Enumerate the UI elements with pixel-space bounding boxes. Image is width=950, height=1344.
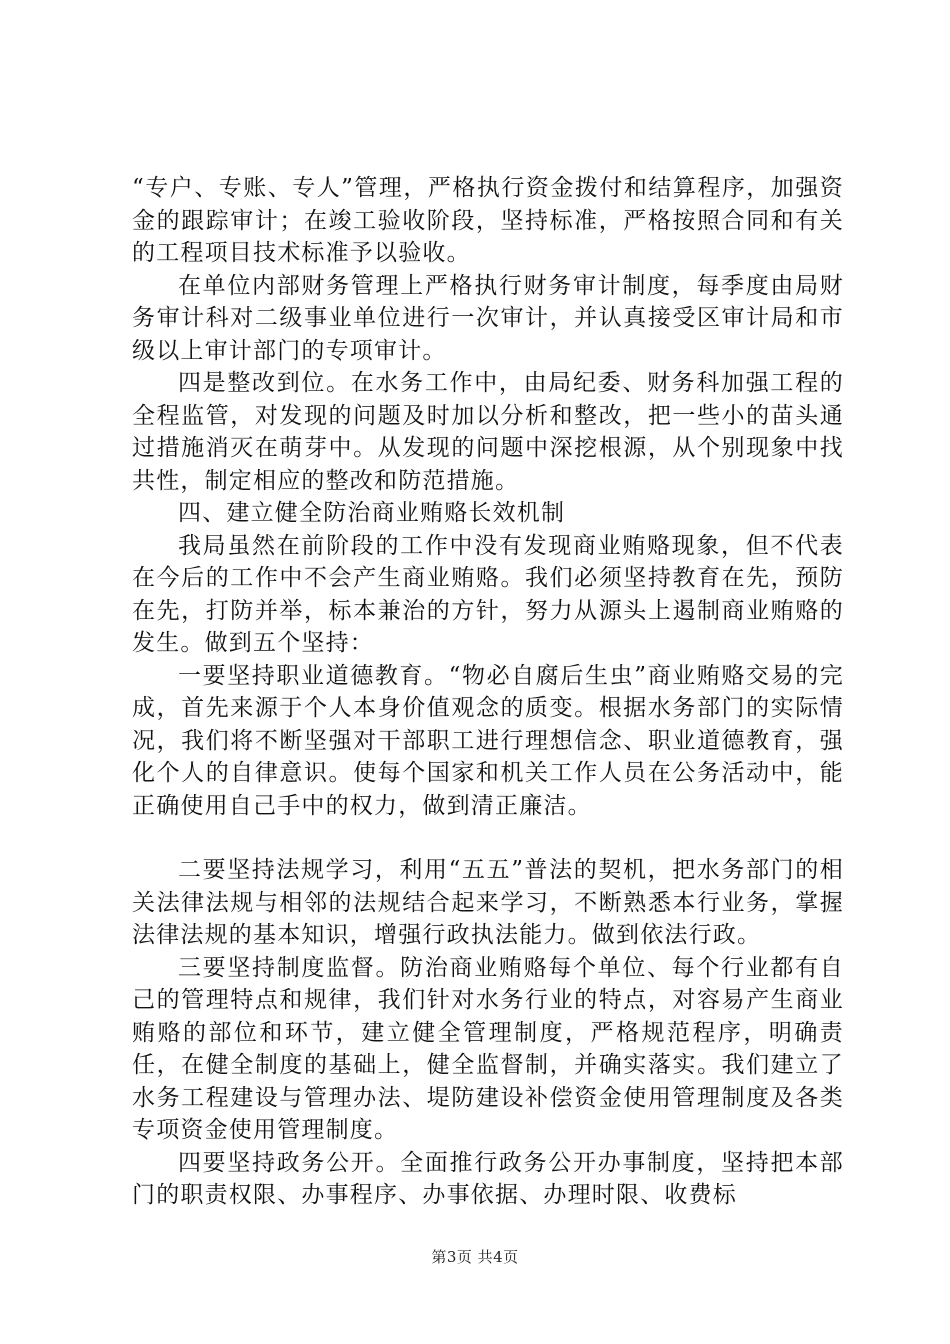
section-heading: 四、建立健全防治商业贿赂长效机制 — [178, 500, 566, 526]
page-number: 第3页 共4页 — [431, 1248, 519, 1266]
paragraph-2: 在单位内部财务管理上严格执行财务审计制度，每季度由局财务审计科对二级事业单位进行一次审计，并认真接受区审计局和市级以上审计部门的专项审计。 — [132, 272, 844, 364]
paragraph-9: 四要坚持政务公开。全面推行政务公开办事制度，坚持把本部门的职责权限、办事程序、办事依据、办理时限、收费标 — [132, 1149, 844, 1208]
paragraph-7: 二要坚持法规学习，利用“五五”普法的契机，把水务部门的相关法律法规与相邻的法规结合起来学习，不断熟悉本行业务，掌握法律法规的基本知识，增强行政执法能力。做到依法行政。 — [132, 857, 844, 948]
paragraph-6: 一要坚持职业道德教育。“物必自腐后生虫”商业贿赂交易的完成，首先来源于个人本身价值观念的质变。根据水务部门的实际情况，我们将不断坚强对干部职工进行理想信念、职业道德教育，强化个人的自律意识。使每个国家和机关工作人员在公务活动中，能正确使用自己手中的权力，做到清正廉洁。 — [132, 662, 844, 819]
paragraph-1: “专户、专账、专人”管理，严格执行资金拨付和结算程序，加强资金的跟踪审计；在竣工验收阶段，坚持标准，严格按照合同和有关的工程项目技术标准予以验收。 — [132, 175, 844, 266]
document-body — [132, 172, 844, 1212]
paragraph-8: 三要坚持制度监督。防治商业贿赂每个单位、每个行业都有自己的管理特点和规律，我们针对水务行业的特点，对容易产生商业贿赂的部位和环节，建立健全管理制度，严格规范程序，明确责任，在健全制度的基础上，健全监督制，并确实落实。我们建立了水务工程建设与管理办法、堤防建设补偿资金使用管理制度及各类专项资金使用管理制度。 — [132, 954, 844, 1143]
paragraph-5: 我局虽然在前阶段的工作中没有发现商业贿赂现象，但不代表在今后的工作中不会产生商业贿赂。我们必须坚持教育在先，预防在先，打防并举，标本兼治的方针，努力从源头上遏制商业贿赂的发生。做到五个坚持： — [132, 532, 844, 656]
paragraph-3: 四是整改到位。在水务工作中，由局纪委、财务科加强工程的全程监管，对发现的问题及时加以分析和整改，把一些小的苗头通过措施消灭在萌芽中。从发现的问题中深挖根源，从个别现象中找共性，制定相应的整改和防范措施。 — [132, 370, 844, 494]
